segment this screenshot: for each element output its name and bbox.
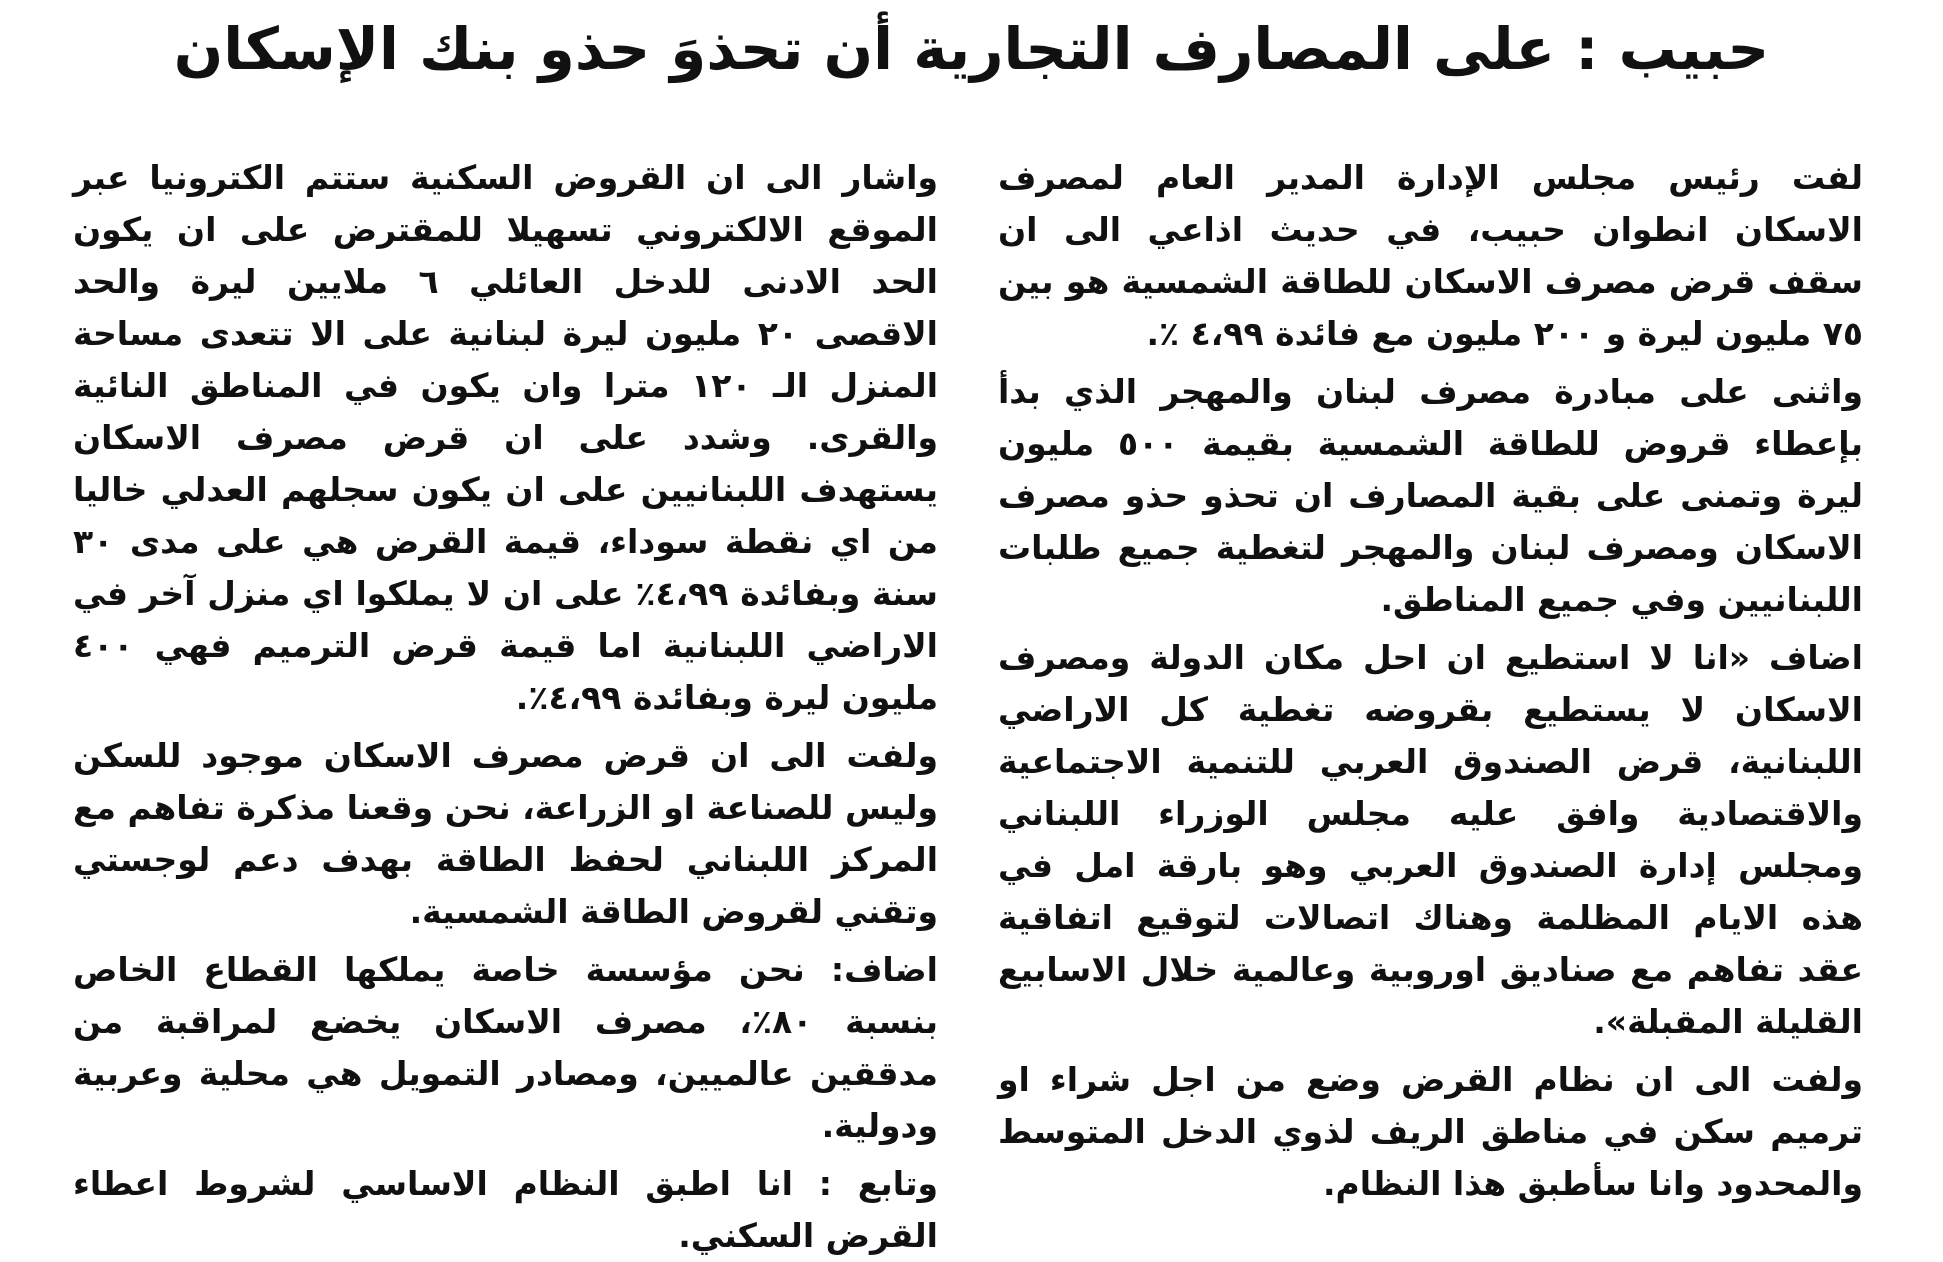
article-headline: حبيب : على المصارف التجارية أن تحذوَ حذو بنك الإسكان — [173, 15, 1770, 83]
article-paragraph: واشار الى ان القروض السكنية ستتم الكترونيا عبر الموقع الالكتروني تسهيلا للمقترض على ان يكون الحد الادنى للدخل العائلي ٦ ملايين ليرة والحد الاقصى ٢٠ مليون ليرة لبنانية على الا تتعدى مساحة المنزل الـ ١٢٠ مترا وان يكون في المناطق النائية والقرى. وشدد على ان قرض مصرف الاسكان يستهدف اللبنانيين على ان يكون سجلهم العدلي خاليا من اي نقطة سوداء، قيمة القرض هي على مدى ٣٠ سنة وبفائدة ٤،٩٩٪ على ان لا يملكوا اي منزل آخر في الاراضي اللبنانية اما قيمة قرض الترميم فهي ٤٠٠ مليون ليرة وبفائدة ٤،٩٩٪. — [73, 158, 938, 717]
article-paragraph: ولفت الى ان قرض مصرف الاسكان موجود للسكن وليس للصناعة او الزراعة، نحن وقعنا مذكرة تفاهم مع المركز اللبناني لحفظ الطاقة بهدف دعم لوجستي وتقني لقروض الطاقة الشمسية. — [73, 736, 938, 931]
article-paragraph: وتابع : انا اطبق النظام الاساسي لشروط اعطاء القرض السكني. — [73, 1164, 938, 1255]
article-paragraph: اضاف «انا لا استطيع ان احل مكان الدولة ومصرف الاسكان لا يستطيع بقروضه تغطية كل الاراضي اللبنانية، قرض الصندوق العربي للتنمية الاجتماعية والاقتصادية وافق عليه مجلس الوزراء اللبناني ومجلس إدارة الصندوق العربي وهو بارقة امل في هذه الايام المظلمة وهناك اتصالات لتوقيع اتفاقية عقد تفاهم مع صناديق اوروبية وعالمية خلال الاسابيع القليلة المقبلة». — [998, 638, 1863, 1041]
article-column-left — [73, 152, 938, 1255]
article-body — [73, 152, 1863, 1255]
article-paragraph: لفت رئيس مجلس الإدارة المدير العام لمصرف الاسكان انطوان حبيب، في حديث اذاعي الى ان سقف قرض مصرف الاسكان للطاقة الشمسية هو بين ٧٥ مليون ليرة و ٢٠٠ مليون مع فائدة ٤،٩٩ ٪. — [998, 158, 1863, 353]
article-paragraph: اضاف: نحن مؤسسة خاصة يملكها القطاع الخاص بنسبة ٨٠٪، مصرف الاسكان يخضع لمراقبة من مدققين عالميين، ومصادر التمويل هي محلية وعربية ودولية. — [73, 950, 938, 1145]
article-paragraph: ولفت الى ان نظام القرض وضع من اجل شراء او ترميم سكن في مناطق الريف لذوي الدخل المتوسط والمحدود وانا سأطبق هذا النظام. — [998, 1060, 1863, 1203]
article-column-right — [998, 152, 1863, 1203]
article-paragraph: واثنى على مبادرة مصرف لبنان والمهجر الذي بدأ بإعطاء قروض للطاقة الشمسية بقيمة ٥٠٠ مليون ليرة وتمنى على بقية المصارف ان تحذو حذو مصرف الاسكان ومصرف لبنان والمهجر لتغطية جميع طلبات اللبنانيين وفي جميع المناطق. — [998, 372, 1863, 619]
